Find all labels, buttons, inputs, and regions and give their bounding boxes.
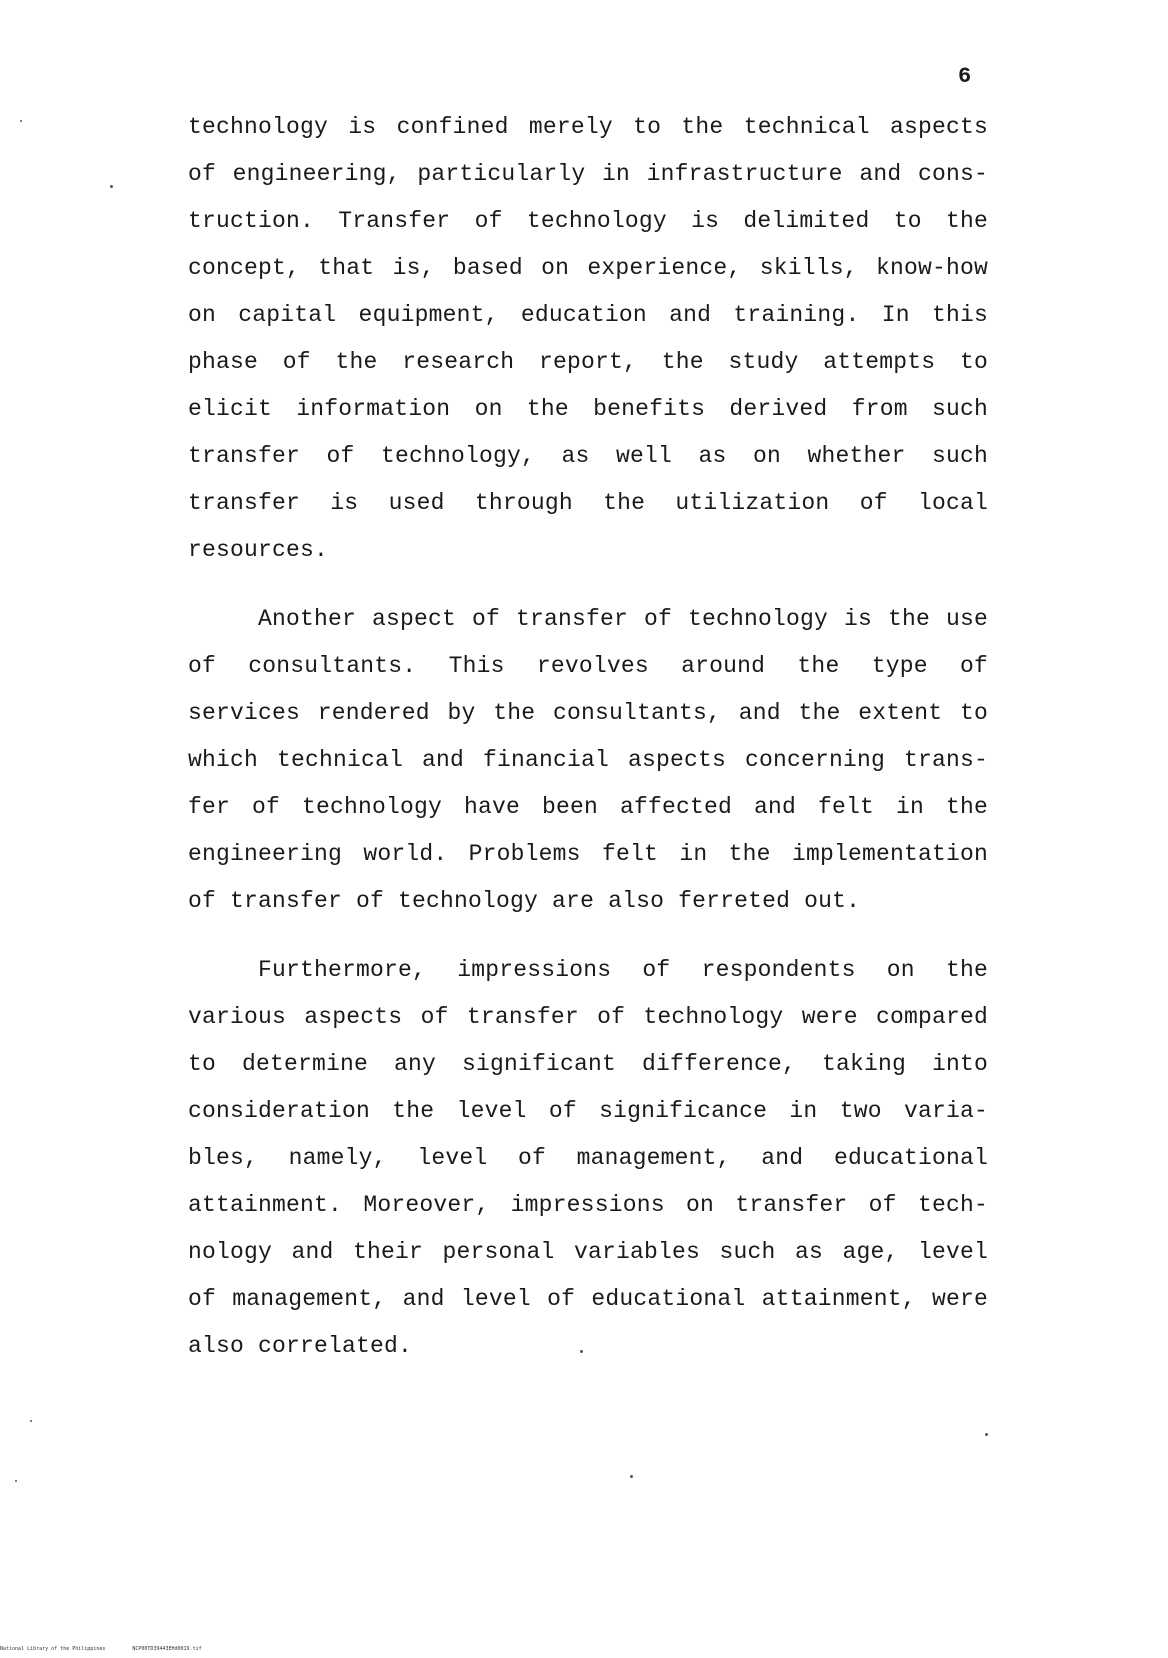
scan-speck (630, 1475, 633, 1478)
scan-speck (30, 1420, 32, 1422)
text-line: truction. Transfer of technology is delimited to the (188, 208, 988, 234)
text-line: transfer of technology, as well as on whether such (188, 443, 988, 469)
scan-footer (0, 1646, 226, 1652)
text-line: phase of the research report, the study attempts to (188, 349, 988, 375)
text-line: of transfer of technology are also ferreted out. (188, 888, 861, 914)
text-line: various aspects of transfer of technology were compared (188, 1004, 988, 1030)
text-line: fer of technology have been affected and felt in the (188, 794, 988, 820)
text-line: engineering world. Problems felt in the implementation (188, 841, 988, 867)
text-line: bles, namely, level of management, and educational (188, 1145, 988, 1171)
paragraph-1 (188, 104, 988, 574)
text-line: resources. (188, 537, 329, 563)
text-line: Another aspect of transfer of technology is the use (258, 606, 988, 632)
text-line: nology and their personal variables such as age, level (188, 1239, 988, 1265)
text-line: to determine any significant difference, taking into (188, 1051, 988, 1077)
text-line: of management, and level of educational attainment, were (188, 1286, 988, 1312)
scan-speck (110, 185, 113, 188)
text-line: of consultants. This revolves around the type of (188, 653, 988, 679)
paragraph-2 (188, 596, 988, 925)
text-line: concept, that is, based on experience, skills, know-how (188, 255, 988, 281)
text-line: on capital equipment, education and training. In this (188, 302, 988, 328)
paragraph-3 (188, 947, 988, 1370)
text-line: elicit information on the benefits derived from such (188, 396, 988, 422)
text-line: services rendered by the consultants, and the extent to (188, 700, 988, 726)
body-text (188, 104, 988, 1370)
text-line: consideration the level of significance in two varia- (188, 1098, 988, 1124)
text-line: Furthermore, impressions of respondents on the (258, 957, 988, 983)
footer-file: NCP00TD39443EHd0019.tif (132, 1646, 202, 1652)
text-line: attainment. Moreover, impressions on transfer of tech- (188, 1192, 988, 1218)
page-number: 6 (958, 64, 972, 89)
scan-speck (20, 120, 22, 122)
text-line: of engineering, particularly in infrastructure and cons- (188, 161, 988, 187)
scan-speck (580, 1350, 583, 1353)
footer-library: National Library of the Philippines (0, 1646, 106, 1652)
text-line: technology is confined merely to the technical aspects (188, 114, 988, 140)
text-line: transfer is used through the utilization of local (188, 490, 988, 516)
text-line: which technical and financial aspects concerning trans- (188, 747, 988, 773)
scan-speck (985, 1433, 988, 1436)
scan-speck (15, 1480, 17, 1482)
text-line: also correlated. (188, 1333, 413, 1359)
